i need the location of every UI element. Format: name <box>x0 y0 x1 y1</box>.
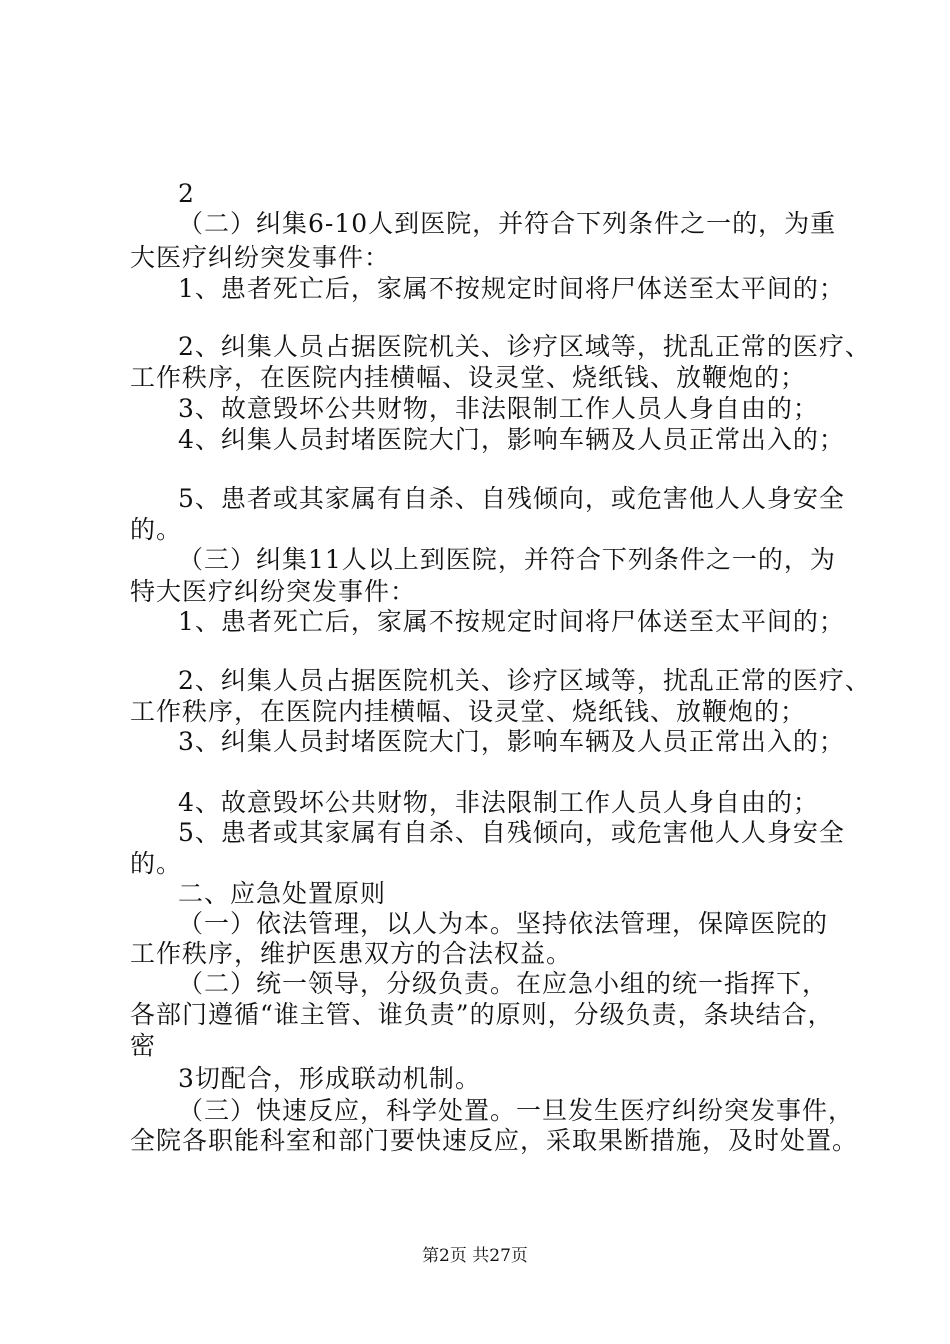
paragraph-line: （一）依法管理，以人为本。坚持依法管理，保障医院的 <box>178 909 829 938</box>
paragraph-line: 特大医疗纠纷突发事件： <box>130 577 417 606</box>
paragraph-line: 3、纠集人员封堵医院大门，影响车辆及人员正常出入的； <box>178 727 845 756</box>
paragraph-line: 工作秩序，在医院内挂横幅、设灵堂、烧纸钱、放鞭炮的； <box>130 363 807 392</box>
page-footer: 第2页 共27页 <box>422 1246 528 1266</box>
paragraph-line: 大医疗纠纷突发事件： <box>130 243 391 272</box>
paragraph-line: 的。 <box>130 515 183 544</box>
paragraph-line: 工作秩序，维护医患双方的合法权益。 <box>130 939 573 968</box>
paragraph-line: 4、故意毁坏公共财物，非法限制工作人员人身自由的； <box>178 788 819 817</box>
page-number-top: 2 <box>178 179 195 208</box>
paragraph-line: 5、患者或其家属有自杀、自残倾向，或危害他人人身安全 <box>178 484 845 513</box>
paragraph-line: 全院各职能科室和部门要快速反应，采取果断措施，及时处置。 <box>130 1126 859 1155</box>
section-heading: 二、应急处置原则 <box>178 879 387 908</box>
paragraph-line: 工作秩序，在医院内挂横幅、设灵堂、烧纸钱、放鞭炮的； <box>130 697 807 726</box>
paragraph-line: 的。 <box>130 849 183 878</box>
paragraph-line: 1、患者死亡后，家属不按规定时间将尸体送至太平间的； <box>178 607 845 636</box>
paragraph-line: （二）纠集6-10人到医院，并符合下列条件之一的，为重 <box>178 209 837 238</box>
paragraph-line: 2、纠集人员占据医院机关、诊疗区域等，扰乱正常的医疗、 <box>178 666 871 695</box>
paragraph-line: （二）统一领导，分级负责。在应急小组的统一指挥下， <box>178 969 829 998</box>
paragraph-line: （三）快速反应，科学处置。一旦发生医疗纠纷突发事件， <box>178 1096 855 1125</box>
paragraph-line: 各部门遵循“谁主管、谁负责”的原则，分级负责，条块结合， <box>130 1000 834 1029</box>
paragraph-line: 3、故意毁坏公共财物，非法限制工作人员人身自由的； <box>178 394 819 423</box>
paragraph-line: 密 <box>130 1031 157 1060</box>
paragraph-line: 1、患者死亡后，家属不按规定时间将尸体送至太平间的； <box>178 274 845 303</box>
paragraph-line: 4、纠集人员封堵医院大门，影响车辆及人员正常出入的； <box>178 425 845 454</box>
paragraph-line: 2、纠集人员占据医院机关、诊疗区域等，扰乱正常的医疗、 <box>178 332 871 361</box>
paragraph-line: 3切配合，形成联动机制。 <box>178 1064 481 1093</box>
paragraph-line: 5、患者或其家属有自杀、自残倾向，或危害他人人身安全 <box>178 818 845 847</box>
paragraph-line: （三）纠集11人以上到医院，并符合下列条件之一的，为 <box>178 545 836 574</box>
